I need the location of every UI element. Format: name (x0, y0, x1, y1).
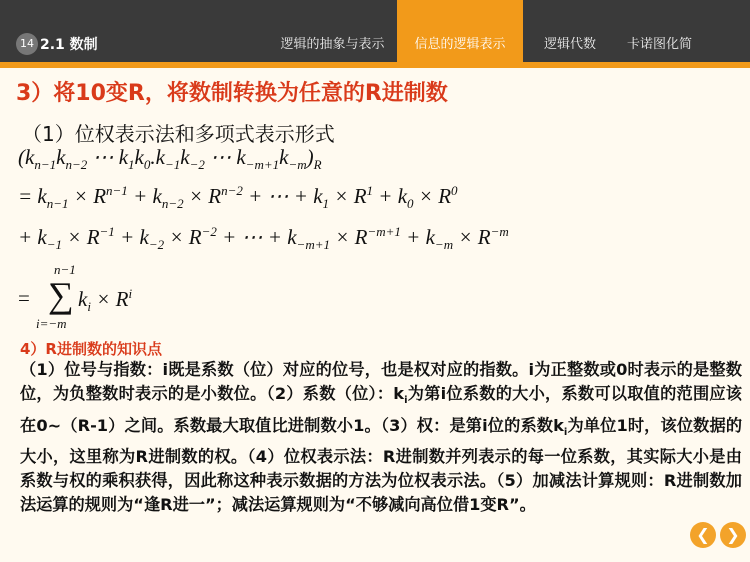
tab-information-representation[interactable]: 信息的逻辑表示 (397, 0, 523, 62)
formula-line-2: = $k_{n-1} \times R^{n-1} + k_{n-2} \times R^{n-2}$ + ⋯ + $k_1 \times R^1 + k_0 \times R^0$ (18, 183, 458, 212)
page-number-badge: 14 (16, 33, 38, 55)
chapter-title: 2.1 数制 (40, 37, 98, 53)
formula-line-3: + $k_{-1} \times R^{-1} + k_{-2} \times R^{-2}$ + ⋯ + $k_{-m+1} \times R^{-m+1} + k_{-m} \times R^{-m}$ (18, 224, 509, 253)
section-4-title: 4）R进制数的知识点 (20, 340, 162, 358)
tab-logic-algebra[interactable]: 逻辑代数 (543, 37, 596, 52)
summation-formula: = n−1 ∑ i=−m $k_i \times R^i$ (18, 262, 133, 331)
header-accent-rule (0, 62, 750, 68)
tab-karnaugh-map[interactable]: 卡诺图化简 (626, 37, 692, 52)
knowledge-points-paragraph: （1）位号与指数：i既是系数（位）对应的位号，也是权对应的指数。i为正整数或0时表示的是整数位，为负整数时表示的是小数位。（2）系数（位）：$k_i$为第i位系数的大小，系数可以取值的范围应该在0~（R-1）之间。系数最大取值比进制数小1。（3）权：是第i位的系数$k_i$为单位1时，该位数据的大小，这里称为R进制数的权。（4）位权表示法：R进制数并列表示的每一位系数，其实际大小是由系数与权的乘积获得，因此称这种表示数据的方法为位权表示法。（5）加减法计算规则：R进制数加法运算的规则为“逢R进一”；减法运算规则为“不够减向高位借1变R”。 (20, 360, 743, 515)
next-slide-button[interactable]: ❯ (720, 522, 746, 548)
prev-slide-button[interactable]: ❮ (690, 522, 716, 548)
formula-line-1: ($k_{n-1}k_{n-2}$ ⋯ $k_1k_0.k_{-1}k_{-2}$ ⋯ $k_{-m+1}k_{-m})_R$ (18, 145, 322, 173)
tab-logic-abstraction[interactable]: 逻辑的抽象与表示 (280, 37, 385, 52)
section-subtitle: （1）位权表示法和多项式表示形式 (22, 122, 335, 146)
slide-title: 3）将10变R，将数制转换为任意的R进制数 (16, 81, 448, 106)
